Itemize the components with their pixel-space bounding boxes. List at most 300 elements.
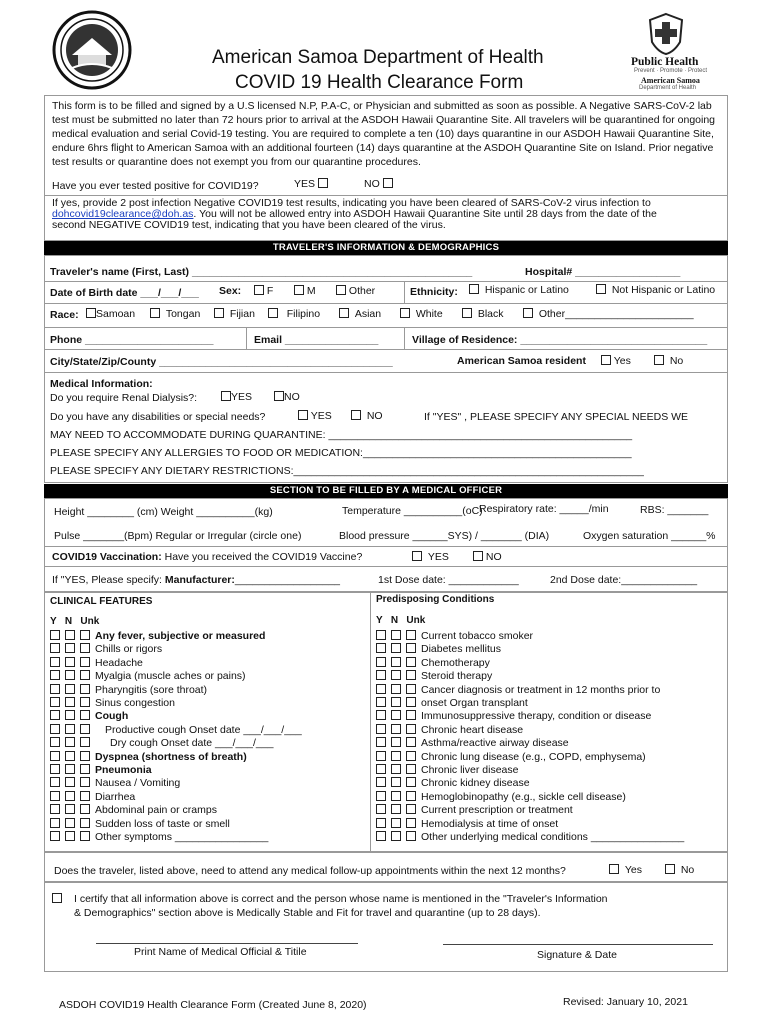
n-checkbox[interactable] bbox=[65, 818, 75, 828]
predisposing-condition-row bbox=[376, 831, 684, 843]
condition-label: Chronic lung disease (e.g., COPD, emphysema) bbox=[421, 750, 646, 763]
oxygen-saturation-field[interactable]: Oxygen saturation ______% bbox=[583, 530, 716, 542]
disabilities-no-checkbox[interactable] bbox=[351, 410, 361, 420]
divider bbox=[370, 592, 371, 852]
unk-checkbox[interactable] bbox=[80, 697, 90, 707]
race-fijian-label: Fijian bbox=[229, 308, 255, 320]
divider bbox=[246, 327, 247, 349]
as-resident-yes-option[interactable] bbox=[601, 355, 631, 367]
clinical-feature-row bbox=[50, 791, 135, 803]
clinical-feature-row bbox=[50, 710, 128, 722]
footer-right: Revised: January 10, 2021 bbox=[563, 996, 688, 1008]
clinical-feature-row bbox=[50, 657, 143, 669]
unk-checkbox[interactable] bbox=[80, 630, 90, 640]
n-checkbox[interactable] bbox=[65, 630, 75, 640]
clinical-feature-row bbox=[50, 630, 265, 642]
clearance-email-link[interactable]: dohcovid19clearance@doh.as bbox=[52, 208, 194, 220]
race-filipino-checkbox[interactable] bbox=[268, 308, 278, 318]
medical-info-title: Medical Information: bbox=[50, 378, 153, 390]
race-tongan-option[interactable] bbox=[150, 308, 200, 320]
disabilities-question: Do you have any disabilities or special needs? bbox=[50, 411, 266, 423]
n-checkbox[interactable] bbox=[391, 643, 401, 653]
predisposing-condition-row bbox=[376, 670, 492, 682]
vaccination-text: Have you received the COVID19 Vaccine? bbox=[164, 551, 363, 563]
manufacturer-field[interactable]: __________________ bbox=[234, 574, 341, 586]
y-checkbox[interactable] bbox=[376, 643, 386, 653]
dob-field[interactable]: Date of Birth date ___/___/___ bbox=[50, 287, 199, 299]
unk-checkbox[interactable] bbox=[406, 670, 416, 680]
y-checkbox[interactable] bbox=[376, 737, 386, 747]
if-yes-instructions bbox=[52, 198, 722, 231]
condition-label: Other underlying medical conditions ________________ bbox=[421, 831, 685, 843]
sex-m-label: M bbox=[306, 285, 316, 297]
followup-yes-checkbox[interactable] bbox=[609, 864, 619, 874]
y-checkbox[interactable] bbox=[50, 818, 60, 828]
n-checkbox[interactable] bbox=[391, 737, 401, 747]
followup-no-label: No bbox=[680, 864, 695, 876]
n-checkbox[interactable] bbox=[65, 831, 75, 841]
unk-checkbox[interactable] bbox=[406, 657, 416, 667]
predisposing-yn-header: Y N Unk bbox=[376, 615, 426, 626]
n-checkbox[interactable] bbox=[391, 751, 401, 761]
condition-label: Cough bbox=[95, 710, 129, 723]
followup-yes-option[interactable] bbox=[609, 864, 642, 876]
unk-checkbox[interactable] bbox=[80, 737, 90, 747]
vaccine-no-checkbox[interactable] bbox=[473, 551, 483, 561]
form-title-line1: American Samoa Department of Health bbox=[212, 47, 544, 68]
y-checkbox[interactable] bbox=[50, 791, 60, 801]
unk-checkbox[interactable] bbox=[80, 643, 90, 653]
unk-checkbox[interactable] bbox=[80, 777, 90, 787]
allergies-field[interactable]: PLEASE SPECIFY ANY ALLERGIES TO FOOD OR MEDICATION:______________________________________________ bbox=[50, 447, 632, 459]
race-white-label: White bbox=[415, 308, 443, 320]
clinical-feature-row bbox=[50, 724, 302, 736]
condition-label: Chronic heart disease bbox=[421, 723, 524, 736]
predisposing-condition-row bbox=[376, 697, 528, 709]
n-checkbox[interactable] bbox=[391, 791, 401, 801]
unk-checkbox[interactable] bbox=[80, 684, 90, 694]
y-checkbox[interactable] bbox=[50, 724, 60, 734]
unk-checkbox[interactable] bbox=[406, 804, 416, 814]
first-dose-field[interactable]: 1st Dose date: ____________ bbox=[378, 574, 519, 586]
race-white-checkbox[interactable] bbox=[400, 308, 410, 318]
unk-checkbox[interactable] bbox=[80, 710, 90, 720]
n-checkbox[interactable] bbox=[65, 777, 75, 787]
vaccination-label: COVID19 Vaccination: bbox=[52, 551, 162, 563]
n-checkbox[interactable] bbox=[65, 710, 75, 720]
condition-label: Dry cough Onset date ___/___/___ bbox=[110, 737, 274, 750]
sex-m-checkbox[interactable] bbox=[294, 285, 304, 295]
height-weight-field[interactable]: Height ________ (cm) Weight __________(kg) bbox=[54, 506, 273, 518]
condition-label: Nausea / Vomiting bbox=[95, 777, 181, 790]
form-title-line2: COVID 19 Health Clearance Form bbox=[235, 72, 524, 93]
dialysis-yes-option[interactable] bbox=[221, 391, 252, 403]
village-field[interactable]: Village of Residence: ________________________________ bbox=[412, 334, 708, 346]
public-health-logo-text: Public Health bbox=[631, 56, 699, 68]
n-checkbox[interactable] bbox=[65, 764, 75, 774]
y-checkbox[interactable] bbox=[50, 630, 60, 640]
dialysis-yes-label: YES bbox=[231, 391, 253, 403]
race-other-option[interactable] bbox=[523, 308, 694, 320]
signature-date-label: Signature & Date bbox=[537, 949, 617, 961]
unk-checkbox[interactable] bbox=[80, 791, 90, 801]
special-needs-prompt: If "YES" , PLEASE SPECIFY ANY SPECIAL NEEDS WE bbox=[424, 411, 689, 423]
n-checkbox[interactable] bbox=[391, 777, 401, 787]
accommodate-field[interactable]: MAY NEED TO ACCOMMODATE DURING QUARANTINE: ____________________________________________________ bbox=[50, 429, 633, 441]
n-checkbox[interactable] bbox=[65, 791, 75, 801]
certify-line1: I certify that all information above is correct and the person whose name is mentioned in the "Traveler's Information bbox=[74, 893, 608, 905]
tested-no-checkbox[interactable] bbox=[383, 178, 393, 188]
tested-no-label: NO bbox=[364, 178, 380, 190]
public-health-dept: Department of Health bbox=[639, 85, 697, 91]
temperature-field[interactable]: Temperature __________(oC) bbox=[342, 505, 483, 517]
blood-pressure-field[interactable]: Blood pressure ______SYS) / _______ (DIA) bbox=[339, 530, 550, 542]
race-fijian-checkbox[interactable] bbox=[214, 308, 224, 318]
race-samoan-label: Samoan bbox=[96, 308, 136, 320]
print-name-line[interactable] bbox=[96, 943, 358, 944]
dialysis-no-label: NO bbox=[284, 391, 300, 403]
city-state-zip-field[interactable]: City/State/Zip/County ________________________________________ bbox=[50, 356, 393, 368]
condition-label: Immunosuppressive therapy, condition or disease bbox=[421, 710, 652, 723]
n-checkbox[interactable] bbox=[391, 670, 401, 680]
not-hispanic-checkbox[interactable] bbox=[596, 284, 606, 294]
sex-f-checkbox[interactable] bbox=[254, 285, 264, 295]
dialysis-yes-checkbox[interactable] bbox=[221, 391, 231, 401]
predisposing-condition-row bbox=[376, 643, 501, 655]
y-checkbox[interactable] bbox=[376, 751, 386, 761]
clinical-feature-row bbox=[50, 643, 162, 655]
tested-positive-label: Have you ever tested positive for COVID19? bbox=[52, 180, 259, 192]
intro-paragraph: This form is to be filled and signed by a U.S licensed N.P, P.A-C, or Physician and submitted as soon as possible. A Negative SARS-CoV-2 lab test must be submitted no later than 72 hours prior to arrival at the ASDOH Hawaii Quarantine Site. All travelers will be quarantined for ongoing medical evaluation and serial Covid-19 testing. You are required to complete a ten (10) days quarantine in our ASDOH Hawaii Quarantine Site, endure 6hrs flight to American Samoa with an additional fourteen (14) days quarantine at the ASDOH Quarantine Site on Island. Prior negative test results or quarantine does not exempt you from our quarantine procedures. bbox=[52, 100, 716, 168]
unk-checkbox[interactable] bbox=[406, 737, 416, 747]
unk-checkbox[interactable] bbox=[406, 643, 416, 653]
clinical-feature-row bbox=[50, 751, 247, 763]
race-other-checkbox[interactable] bbox=[523, 308, 533, 318]
y-checkbox[interactable] bbox=[376, 777, 386, 787]
followup-no-checkbox[interactable] bbox=[665, 864, 675, 874]
clinical-feature-row bbox=[50, 777, 180, 789]
race-fijian-option[interactable] bbox=[214, 308, 255, 320]
n-checkbox[interactable] bbox=[391, 710, 401, 720]
n-checkbox[interactable] bbox=[65, 697, 75, 707]
race-tongan-label: Tongan bbox=[165, 308, 201, 320]
condition-label: Other symptoms ________________ bbox=[95, 831, 269, 843]
predisposing-condition-row bbox=[376, 751, 646, 763]
resp-rate-field[interactable]: Respiratory rate: _____/min bbox=[479, 503, 609, 515]
clinical-feature-row bbox=[50, 818, 230, 830]
american-samoa-seal bbox=[52, 10, 132, 90]
disabilities-no-option[interactable] bbox=[351, 410, 383, 422]
race-asian-option[interactable] bbox=[339, 308, 381, 320]
race-asian-label: Asian bbox=[354, 308, 382, 320]
as-resident-no-option[interactable] bbox=[654, 355, 683, 367]
unk-checkbox[interactable] bbox=[80, 831, 90, 841]
tested-yes-checkbox[interactable] bbox=[318, 178, 328, 188]
not-hispanic-option[interactable] bbox=[596, 284, 715, 296]
rbs-field[interactable]: RBS: _______ bbox=[640, 504, 709, 516]
condition-label: Dyspnea (shortness of breath) bbox=[95, 750, 247, 763]
sex-f-label: F bbox=[266, 285, 274, 297]
vaccine-yes-checkbox[interactable] bbox=[412, 551, 422, 561]
race-asian-checkbox[interactable] bbox=[339, 308, 349, 318]
tested-positive-question bbox=[52, 180, 259, 192]
n-checkbox[interactable] bbox=[391, 804, 401, 814]
unk-checkbox[interactable] bbox=[406, 764, 416, 774]
condition-label: Chronic kidney disease bbox=[421, 777, 530, 790]
y-checkbox[interactable] bbox=[50, 804, 60, 814]
certify-checkbox[interactable] bbox=[52, 893, 62, 903]
sex-label: Sex: bbox=[219, 285, 242, 297]
y-checkbox[interactable] bbox=[50, 657, 60, 667]
predisposing-condition-row bbox=[376, 764, 518, 776]
public-health-tagline: Prevent · Promote · Protect bbox=[634, 68, 708, 74]
race-samoan-option[interactable] bbox=[86, 308, 135, 320]
disabilities-no-label: NO bbox=[366, 410, 383, 422]
unk-checkbox[interactable] bbox=[406, 724, 416, 734]
n-checkbox[interactable] bbox=[391, 764, 401, 774]
n-checkbox[interactable] bbox=[65, 804, 75, 814]
y-checkbox[interactable] bbox=[50, 697, 60, 707]
clinical-feature-row bbox=[50, 670, 246, 682]
n-checkbox[interactable] bbox=[391, 697, 401, 707]
unk-checkbox[interactable] bbox=[406, 630, 416, 640]
public-health-american-samoa: American Samoa bbox=[641, 76, 700, 85]
unk-checkbox[interactable] bbox=[80, 670, 90, 680]
pulse-field[interactable]: Pulse _______(Bpm) Regular or Irregular (circle one) bbox=[54, 530, 302, 542]
condition-label: Asthma/reactive airway disease bbox=[421, 737, 569, 750]
condition-label: Any fever, subjective or measured bbox=[95, 630, 266, 642]
clinical-features-title: CLINICAL FEATURES bbox=[50, 596, 153, 607]
clinical-feature-row bbox=[50, 831, 268, 843]
y-checkbox[interactable] bbox=[50, 831, 60, 841]
n-checkbox[interactable] bbox=[65, 751, 75, 761]
predisposing-title: Predisposing Conditions bbox=[376, 594, 495, 605]
hispanic-option[interactable] bbox=[469, 284, 569, 296]
unk-checkbox[interactable] bbox=[406, 751, 416, 761]
condition-label: Diabetes mellitus bbox=[421, 643, 501, 656]
y-checkbox[interactable] bbox=[376, 697, 386, 707]
condition-label: Headache bbox=[95, 656, 143, 669]
y-checkbox[interactable] bbox=[376, 657, 386, 667]
clinical-feature-row bbox=[50, 804, 217, 816]
public-health-shield-icon bbox=[646, 12, 686, 56]
tested-yes-label: YES bbox=[294, 178, 316, 190]
n-checkbox[interactable] bbox=[65, 643, 75, 653]
ethnicity-label: Ethnicity: bbox=[410, 286, 458, 298]
y-checkbox[interactable] bbox=[50, 751, 60, 761]
predisposing-condition-row bbox=[376, 630, 533, 642]
race-black-option[interactable] bbox=[462, 308, 504, 320]
race-filipino-label: Filipino bbox=[286, 308, 321, 320]
vaccination-question bbox=[52, 551, 362, 563]
divider bbox=[44, 566, 728, 567]
n-checkbox[interactable] bbox=[391, 630, 401, 640]
y-checkbox[interactable] bbox=[376, 764, 386, 774]
vaccine-no-option[interactable] bbox=[473, 551, 502, 563]
email-field[interactable]: Email ________________ bbox=[254, 334, 379, 346]
vaccine-specify bbox=[52, 574, 340, 586]
divider bbox=[44, 372, 728, 373]
as-resident-no-label: No bbox=[669, 355, 684, 367]
predisposing-condition-row bbox=[376, 818, 558, 830]
certify-line2: & Demographics" section above is Medically Stable and Fit for travel and quarantine (up to 28 days). bbox=[74, 907, 541, 919]
tested-yes-option[interactable] bbox=[294, 178, 328, 190]
y-checkbox[interactable] bbox=[50, 643, 60, 653]
unk-checkbox[interactable] bbox=[80, 751, 90, 761]
predisposing-condition-row bbox=[376, 737, 569, 749]
traveler-name-field[interactable]: Traveler's name (First, Last) ________________________________________________ bbox=[50, 266, 473, 278]
traveler-section-header: TRAVELER'S INFORMATION & DEMOGRAPHICS bbox=[44, 241, 728, 255]
divider bbox=[44, 281, 728, 282]
disabilities-yes-option[interactable] bbox=[298, 410, 332, 422]
officer-section-header: SECTION TO BE FILLED BY A MEDICAL OFFICER bbox=[44, 484, 728, 498]
unk-checkbox[interactable] bbox=[406, 684, 416, 694]
dialysis-no-option[interactable] bbox=[274, 391, 300, 403]
n-checkbox[interactable] bbox=[65, 670, 75, 680]
unk-checkbox[interactable] bbox=[406, 831, 416, 841]
sex-other-option[interactable] bbox=[336, 285, 375, 297]
race-black-checkbox[interactable] bbox=[462, 308, 472, 318]
condition-label: onset Organ transplant bbox=[421, 697, 528, 709]
n-checkbox[interactable] bbox=[65, 724, 75, 734]
y-checkbox[interactable] bbox=[50, 737, 60, 747]
divider bbox=[44, 303, 728, 304]
condition-label: Abdominal pain or cramps bbox=[95, 804, 217, 817]
followup-yes-label: Yes bbox=[624, 864, 642, 876]
disabilities-yes-checkbox[interactable] bbox=[298, 410, 308, 420]
condition-label: Current prescription or treatment bbox=[421, 804, 573, 817]
predisposing-condition-row bbox=[376, 710, 651, 722]
predisposing-condition-row bbox=[376, 791, 626, 803]
condition-label: Chemotherapy bbox=[421, 656, 490, 669]
condition-label: Pharyngitis (sore throat) bbox=[95, 683, 208, 696]
y-checkbox[interactable] bbox=[376, 670, 386, 680]
vaccine-yes-label: YES bbox=[427, 551, 449, 563]
predisposing-condition-row bbox=[376, 724, 523, 736]
sex-other-label: Other bbox=[348, 285, 376, 297]
y-checkbox[interactable] bbox=[376, 710, 386, 720]
unk-checkbox[interactable] bbox=[406, 777, 416, 787]
certify-option[interactable] bbox=[52, 893, 62, 905]
condition-label: Pneumonia bbox=[95, 764, 152, 776]
y-checkbox[interactable] bbox=[50, 777, 60, 787]
race-filipino-option[interactable] bbox=[268, 308, 320, 320]
hispanic-label: Hispanic or Latino bbox=[484, 284, 569, 296]
as-resident-no-checkbox[interactable] bbox=[654, 355, 664, 365]
as-resident-yes-checkbox[interactable] bbox=[601, 355, 611, 365]
unk-checkbox[interactable] bbox=[80, 724, 90, 734]
y-checkbox[interactable] bbox=[376, 630, 386, 640]
condition-label: Chronic liver disease bbox=[421, 764, 519, 776]
y-checkbox[interactable] bbox=[376, 831, 386, 841]
condition-label: Sinus congestion bbox=[95, 697, 175, 709]
unk-checkbox[interactable] bbox=[406, 791, 416, 801]
as-resident-label: American Samoa resident bbox=[457, 355, 586, 367]
disabilities-yes-label: YES bbox=[310, 410, 332, 422]
race-label: Race: bbox=[50, 309, 79, 321]
predisposing-condition-row bbox=[376, 657, 490, 669]
signature-line[interactable] bbox=[443, 944, 713, 945]
unk-checkbox[interactable] bbox=[80, 764, 90, 774]
clinical-feature-row bbox=[50, 697, 175, 709]
divider bbox=[44, 327, 728, 328]
condition-label: Hemodialysis at time of onset bbox=[421, 817, 559, 830]
divider bbox=[44, 546, 728, 547]
condition-label: Current tobacco smoker bbox=[421, 630, 534, 642]
vaccine-specify-label: If "YES, Please specify: bbox=[52, 574, 162, 586]
y-checkbox[interactable] bbox=[50, 684, 60, 694]
dialysis-no-checkbox[interactable] bbox=[274, 391, 284, 401]
n-checkbox[interactable] bbox=[65, 684, 75, 694]
unk-checkbox[interactable] bbox=[80, 804, 90, 814]
vaccine-no-label: NO bbox=[485, 551, 502, 563]
dietary-field[interactable]: PLEASE SPECIFY ANY DIETARY RESTRICTIONS:____________________________________________________________ bbox=[50, 465, 644, 477]
y-checkbox[interactable] bbox=[50, 710, 60, 720]
condition-label: Steroid therapy bbox=[421, 670, 493, 683]
n-checkbox[interactable] bbox=[391, 724, 401, 734]
unk-checkbox[interactable] bbox=[406, 710, 416, 720]
hispanic-checkbox[interactable] bbox=[469, 284, 479, 294]
clinical-feature-row bbox=[50, 684, 207, 696]
predisposing-condition-row bbox=[376, 777, 530, 789]
tested-no-option[interactable] bbox=[364, 178, 393, 190]
followup-no-option[interactable] bbox=[665, 864, 694, 876]
unk-checkbox[interactable] bbox=[406, 818, 416, 828]
y-checkbox[interactable] bbox=[376, 804, 386, 814]
second-dose-field[interactable]: 2nd Dose date:_____________ bbox=[550, 574, 698, 586]
race-black-label: Black bbox=[477, 308, 504, 320]
dialysis-question: Do you require Renal Dialysis?: bbox=[50, 392, 198, 404]
sex-m-option[interactable] bbox=[294, 285, 316, 297]
condition-label: Hemoglobinopathy (e.g., sickle cell disease) bbox=[421, 790, 626, 803]
unk-checkbox[interactable] bbox=[80, 818, 90, 828]
unk-checkbox[interactable] bbox=[80, 657, 90, 667]
divider bbox=[44, 195, 728, 196]
divider bbox=[44, 349, 728, 350]
hospital-number-field[interactable]: Hospital# __________________ bbox=[525, 266, 681, 278]
y-checkbox[interactable] bbox=[376, 724, 386, 734]
condition-label: Chills or rigors bbox=[95, 643, 163, 656]
y-checkbox[interactable] bbox=[376, 818, 386, 828]
sex-other-checkbox[interactable] bbox=[336, 285, 346, 295]
followup-question: Does the traveler, listed above, need to attend any medical follow-up appointments within the next 12 months? bbox=[54, 865, 566, 877]
race-samoan-checkbox[interactable] bbox=[86, 308, 96, 318]
if-yes-line1: If yes, provide 2 post infection Negative COVID19 test results, indicating you have been cleared of SARS-CoV-2 virus infection to bbox=[52, 197, 651, 209]
y-checkbox[interactable] bbox=[50, 670, 60, 680]
y-checkbox[interactable] bbox=[376, 791, 386, 801]
unk-checkbox[interactable] bbox=[406, 697, 416, 707]
condition-label: Sudden loss of taste or smell bbox=[95, 817, 230, 830]
n-checkbox[interactable] bbox=[391, 684, 401, 694]
condition-label: Cancer diagnosis or treatment in 12 months prior to bbox=[421, 683, 661, 696]
race-white-option[interactable] bbox=[400, 308, 443, 320]
n-checkbox[interactable] bbox=[391, 818, 401, 828]
y-checkbox[interactable] bbox=[376, 684, 386, 694]
sex-f-option[interactable] bbox=[254, 285, 273, 297]
y-checkbox[interactable] bbox=[50, 764, 60, 774]
n-checkbox[interactable] bbox=[391, 657, 401, 667]
n-checkbox[interactable] bbox=[65, 657, 75, 667]
vaccine-yes-option[interactable] bbox=[412, 551, 449, 563]
condition-label: Productive cough Onset date ___/___/___ bbox=[105, 723, 302, 736]
divider bbox=[404, 281, 405, 303]
phone-field[interactable]: Phone ______________________ bbox=[50, 334, 214, 346]
race-tongan-checkbox[interactable] bbox=[150, 308, 160, 318]
n-checkbox[interactable] bbox=[65, 737, 75, 747]
footer-left: ASDOH COVID19 Health Clearance Form (Created June 8, 2020) bbox=[59, 999, 367, 1011]
predisposing-condition-row bbox=[376, 804, 573, 816]
n-checkbox[interactable] bbox=[391, 831, 401, 841]
